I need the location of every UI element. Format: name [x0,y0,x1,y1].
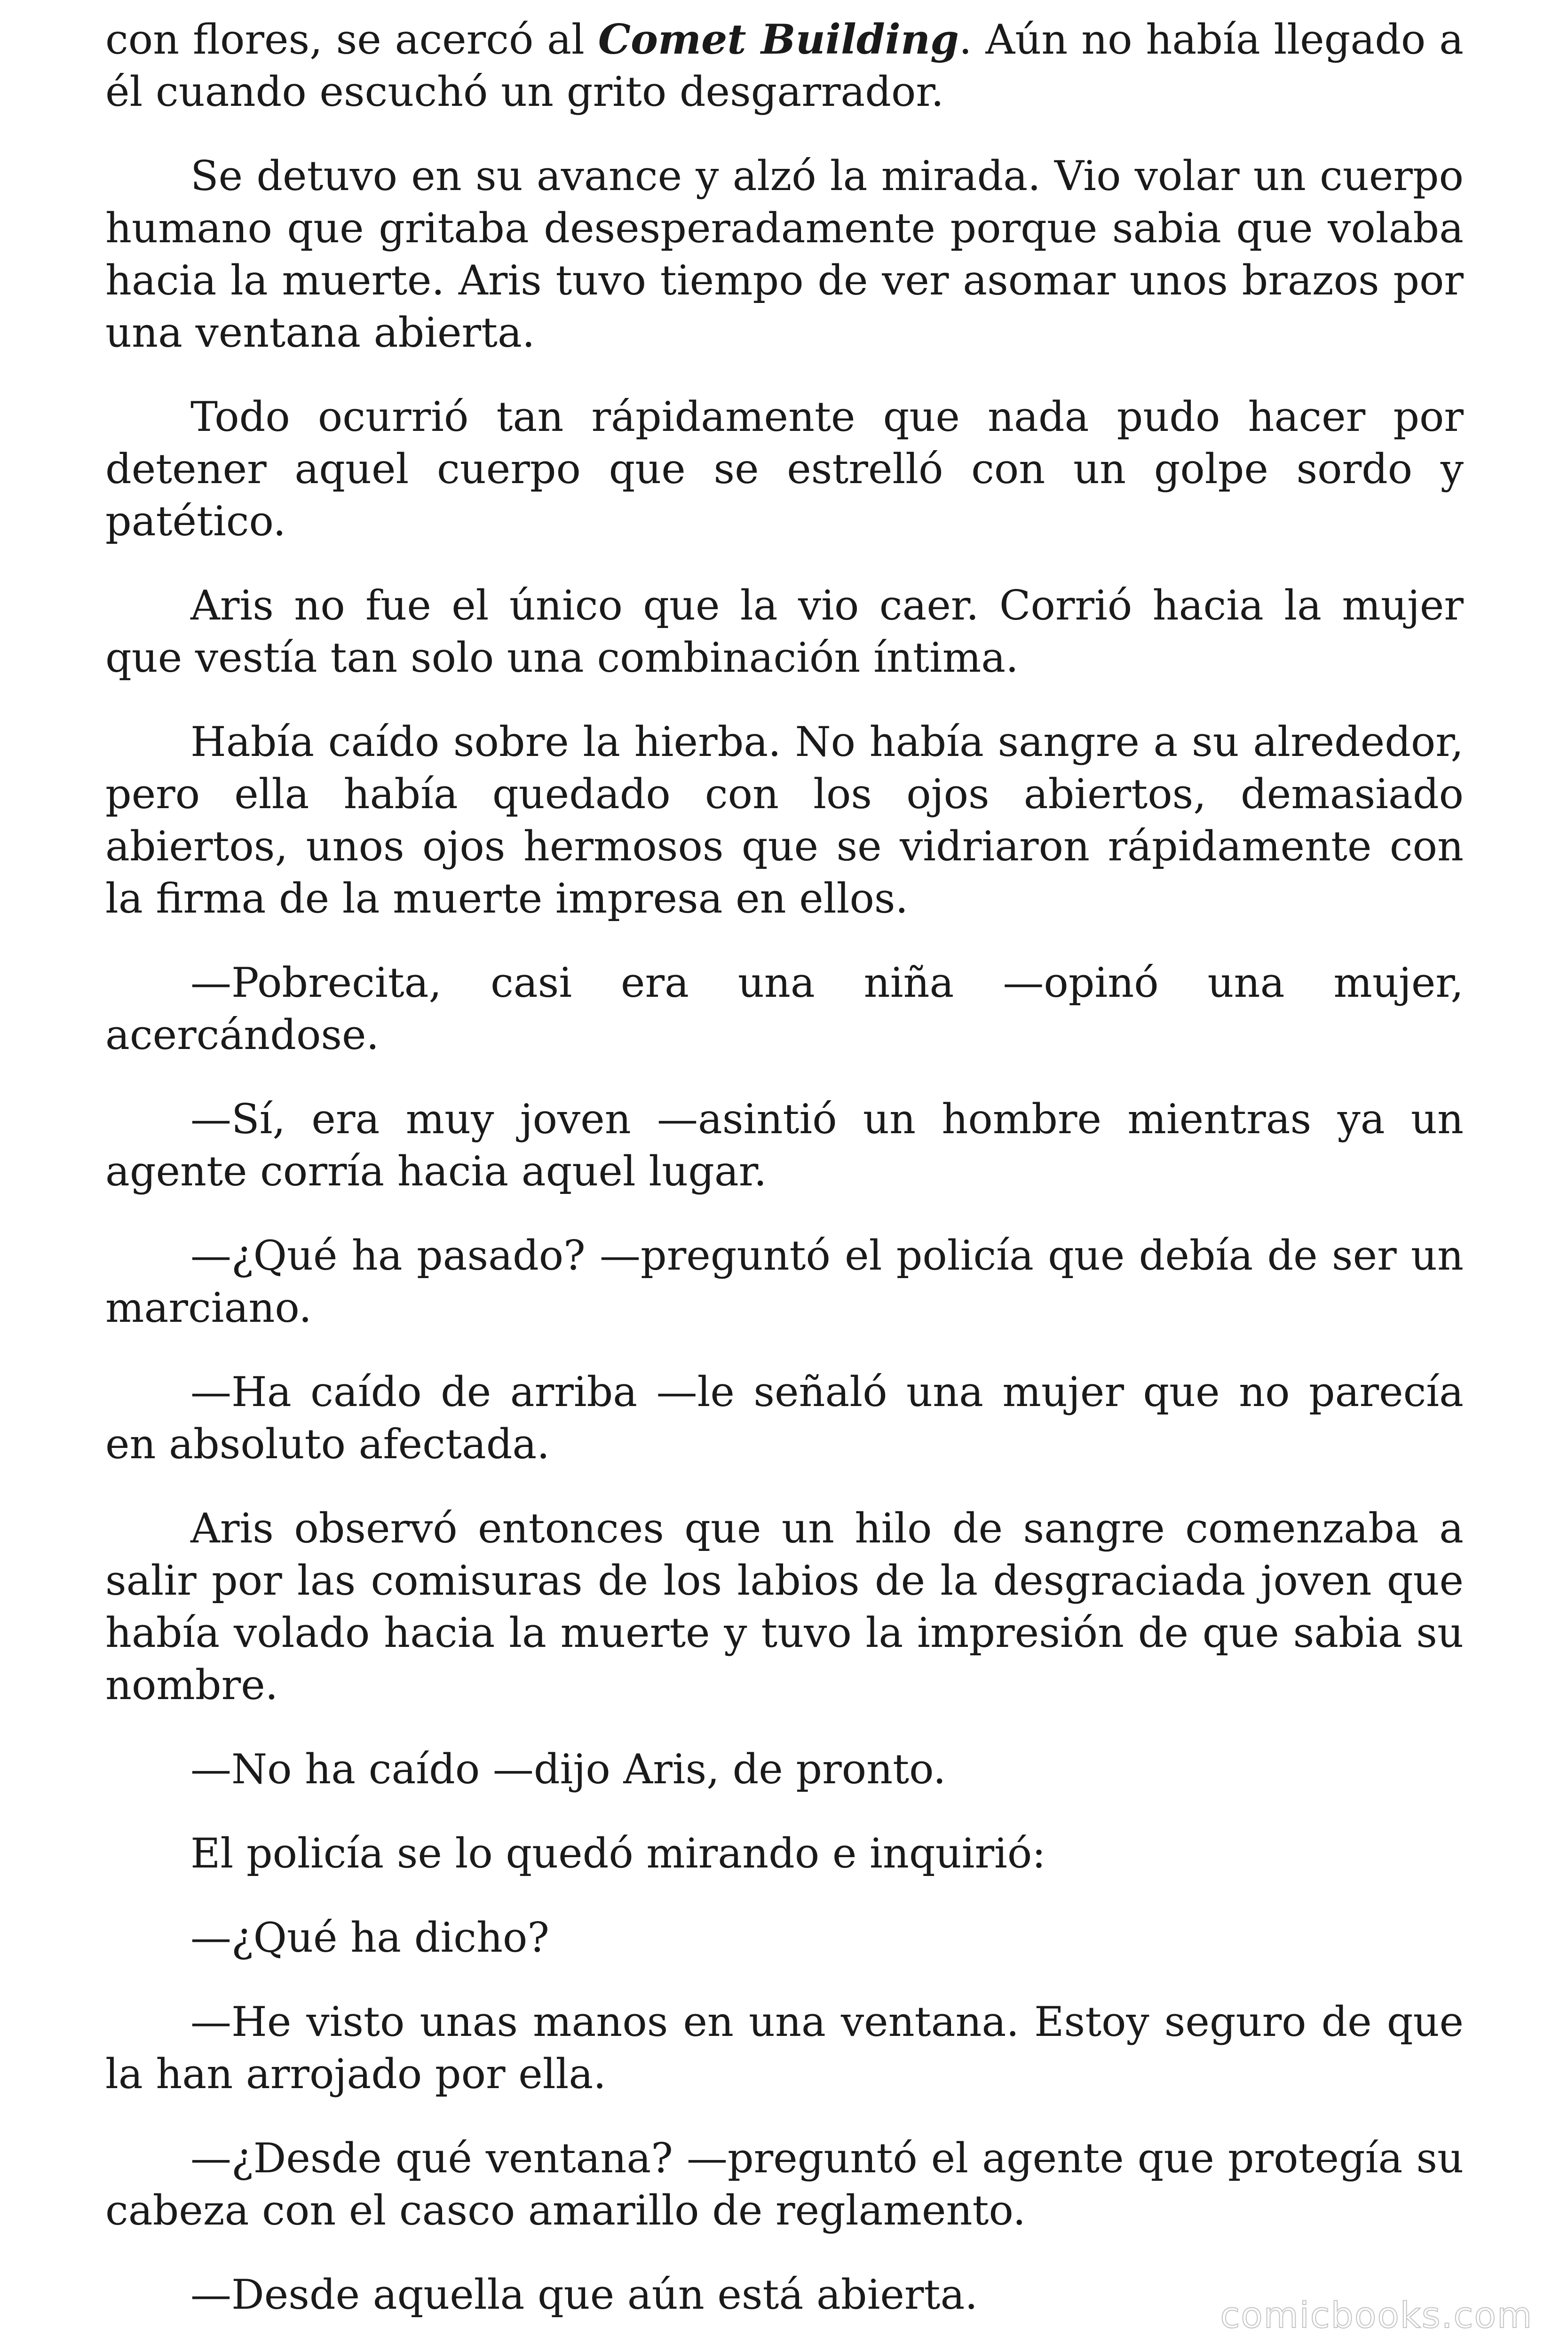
paragraph-12: El policía se lo quedó mirando e inquirió: [190,1829,1046,1877]
paragraph-14: —He visto unas manos en una ventana. Estoy seguro de que la han arrojado por ella. [105,1998,1464,2098]
paragraph-1-before: con flores, se acercó al [105,16,598,64]
paragraph-8: —¿Qué ha pasado? —preguntó el policía que debía de ser un marciano. [105,1232,1464,1332]
watermark: comicbooks.com [1220,2294,1533,2336]
paragraph-1-after: . Aún no había llegado a él cuando escuchó un grito desgarrador. [105,16,1464,116]
paragraph-11: —No ha caído —dijo Aris, de pronto. [190,1745,946,1793]
paragraph-4: Aris no fue el único que la vio caer. Corrió hacia la mujer que vestía tan solo una combinación íntima. [105,581,1464,682]
paragraph-1 [105,13,1464,118]
paragraph-2: Se detuvo en su avance y alzó la mirada. Vio volar un cuerpo humano que gritaba desesperadamente porque sabia que volaba hacia la muerte. Aris tuvo tiempo de ver asomar unos brazos por una ventana abierta. [105,152,1464,357]
paragraph-5: Había caído sobre la hierba. No había sangre a su alrededor, pero ella había quedado con los ojos abiertos, demasiado abiertos, unos ojos hermosos que se vidriaron rápidamente con la firma de la muerte impresa en ellos. [105,718,1464,922]
paragraph-15: —¿Desde qué ventana? —preguntó el agente que protegía su cabeza con el casco amarillo de reglamento. [105,2134,1464,2234]
page-body [105,13,1464,2352]
paragraph-16: —Desde aquella que aún está abierta. [190,2271,978,2319]
paragraph-7: —Sí, era muy joven —asintió un hombre mientras ya un agente corría hacia aquel lugar. [105,1095,1464,1195]
paragraph-3: Todo ocurrió tan rápidamente que nada pudo hacer por detener aquel cuerpo que se estrelló con un golpe sordo y patético. [105,393,1464,545]
paragraph-9: —Ha caído de arriba —le señaló una mujer que no parecía en absoluto afectada. [105,1368,1464,1468]
paragraph-13: —¿Qué ha dicho? [190,1914,549,1962]
paragraph-6: —Pobrecita, casi era una niña —opinó una mujer, acercándose. [105,959,1464,1059]
paragraph-10: Aris observó entonces que un hilo de sangre comenzaba a salir por las comisuras de los labios de la desgraciada joven que había volado hacia la muerte y tuvo la impresión de que sabia su nombre. [105,1504,1464,1709]
building-name: Comet Building [598,15,959,64]
